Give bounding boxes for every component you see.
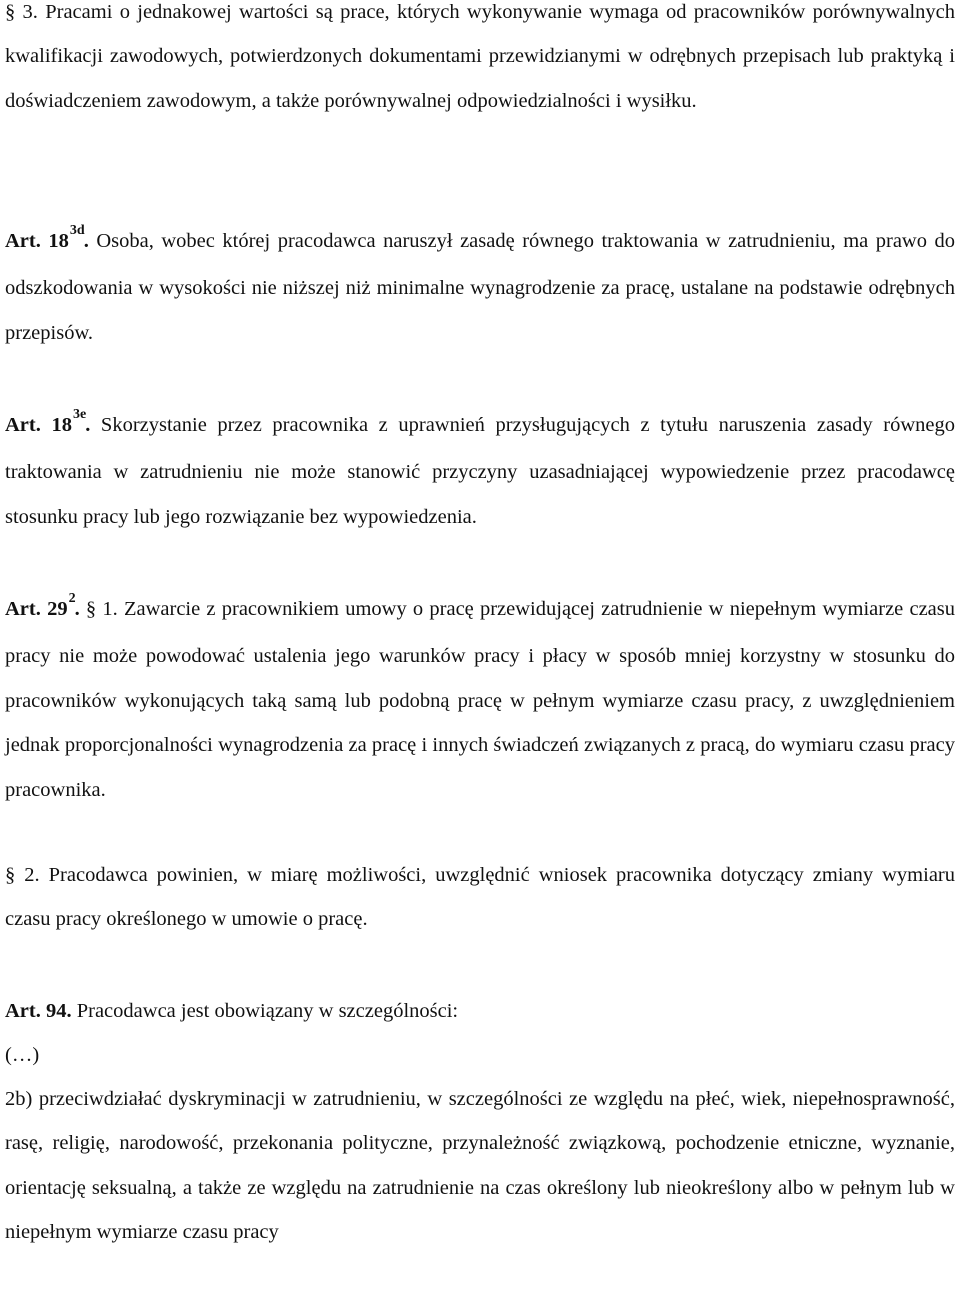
article-heading-dot: . bbox=[74, 598, 80, 620]
article-18-3e-heading bbox=[5, 407, 91, 436]
article-label: Art. 18 bbox=[5, 230, 69, 252]
paragraph-section-3 bbox=[5, 0, 955, 123]
article-29-2-section-1 bbox=[5, 587, 955, 812]
article-superscript: 3d bbox=[69, 223, 85, 238]
article-29-2-section-2-text: § 2. Pracodawca powinien, w miarę możliwości, uwzględnić wniosek pracownika dotyczący zmiany wymiaru czasu pracy określonego w umowie o pracę. bbox=[5, 864, 955, 931]
article-18-3d-text: Osoba, wobec której pracodawca naruszył zasadę równego traktowania w zatrudnieniu, ma prawo do odszkodowania w wysokości nie niższej niż minimalne wynagrodzenie za pracę, ustalane na podstawie odrębnych przepisów. bbox=[5, 230, 956, 344]
article-29-2-heading bbox=[5, 591, 80, 620]
article-18-3d-heading bbox=[5, 223, 89, 252]
paragraph-section-3-text: § 3. Pracami o jednakowej wartości są prace, których wykonywanie wymaga od pracowników porównywalnych kwalifikacji zawodowych, potwierdzonych dokumentami przewidzianymi w odrębnych przepisach lub praktyką i doświadczeniem zawodowym, a także porównywalnej odpowiedzialności i wysiłku. bbox=[5, 1, 955, 112]
article-heading-dot: . bbox=[85, 414, 91, 436]
article-label: Art. 18 bbox=[5, 414, 72, 436]
article-superscript: 3e bbox=[72, 407, 87, 422]
article-94-intro: Pracodawca jest obowiązany w szczególności: bbox=[71, 1000, 459, 1022]
article-29-2-section-2 bbox=[5, 853, 955, 942]
article-94-ellipsis bbox=[5, 1033, 955, 1077]
article-94-heading-line bbox=[5, 989, 955, 1033]
item-2b-text: 2b) przeciwdziałać dyskryminacji w zatrudnieniu, w szczególności ze względu na płeć, wiek, niepełnosprawność, rasę, religię, narodowość, przekonania polityczne, przynależność związkową, pochodzenie etniczne, wyznanie, orientację seksualną, a także ze względu na zatrudnienie na czas określony lub nieokreślony albo w pełnym lub w niepełnym wymiarze czasu pracy bbox=[5, 1088, 955, 1244]
article-29-2-section-1-text: § 1. Zawarcie z pracownikiem umowy o pracę przewidującej zatrudnienie w niepełnym wymiarze czasu pracy nie może powodować ustalenia jego warunków pracy i płacy w sposób mniej korzystny w stosunku do pracowników wykonujących taką samą lub podobną pracę w pełnym wymiarze czasu pracy, z uwzględnieniem jednak proporcjonalności wynagrodzenia za pracę i innych świadczeń związanych z pracą, do wymiaru czasu pracy pracownika. bbox=[5, 598, 956, 801]
article-18-3e-text: Skorzystanie przez pracownika z uprawnień przysługujących z tytułu naruszenia zasady równego traktowania w zatrudnieniu nie może stanowić przyczyny uzasadniającej wypowiedzenie przez pracodawcę stosunku pracy lub jego rozwiązanie bez wypowiedzenia. bbox=[5, 414, 955, 528]
article-label: Art. 29 bbox=[5, 598, 68, 620]
article-heading-dot: . bbox=[83, 230, 89, 252]
article-94-item-2b bbox=[5, 1077, 955, 1255]
article-94-label: Art. 94. bbox=[5, 1000, 72, 1022]
article-18-3e bbox=[5, 403, 955, 539]
ellipsis-text: (…) bbox=[5, 1044, 40, 1066]
article-superscript: 2 bbox=[68, 591, 76, 606]
article-18-3d bbox=[5, 219, 955, 355]
